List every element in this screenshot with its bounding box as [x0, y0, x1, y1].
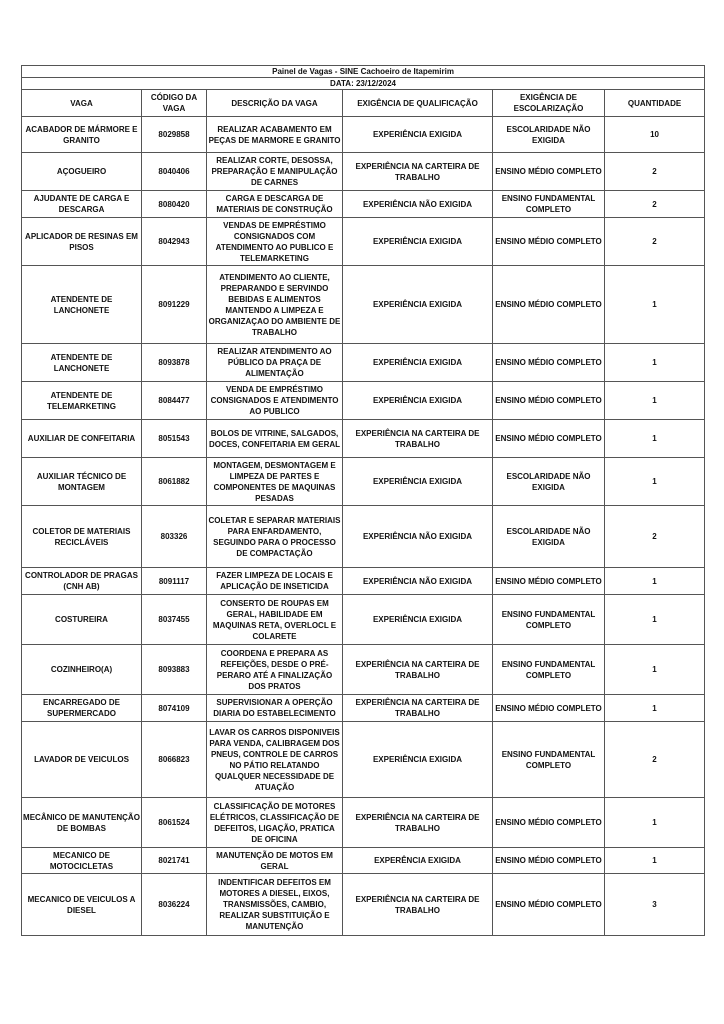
cell-vaga: COSTUREIRA — [22, 595, 142, 645]
cell-qualificacao: EXPERIÊNCIA NA CARTEIRA DE TRABALHO — [343, 874, 493, 936]
table-row — [22, 344, 705, 382]
cell-vaga: AUXILIAR DE CONFEITARIA — [22, 420, 142, 458]
cell-qualificacao: EXPERIÊNCIA NA CARTEIRA DE TRABALHO — [343, 420, 493, 458]
table-row — [22, 191, 705, 218]
cell-descricao: LAVAR OS CARROS DISPONIVEIS PARA VENDA, CALIBRAGEM DOS PNEUS, CONTROLE DE CARROS NO PÁTIO RELATANDO QUALQUER NECESSIDADE DE ATUAÇÃO — [207, 722, 343, 798]
cell-codigo: 8093878 — [142, 344, 207, 382]
cell-quantidade: 1 — [605, 344, 705, 382]
cell-descricao: VENDAS DE EMPRÉSTIMO CONSIGNADOS COM ATENDIMENTO AO PUBLICO E TELEMARKETING — [207, 218, 343, 266]
cell-vaga: ACABADOR DE MÁRMORE E GRANITO — [22, 117, 142, 153]
cell-qualificacao: EXPERIÊNCIA EXIGIDA — [343, 218, 493, 266]
cell-qualificacao: EXPERIÊNCIA EXIGIDA — [343, 458, 493, 506]
cell-vaga: APLICADOR DE RESINAS EM PISOS — [22, 218, 142, 266]
cell-escolarizacao: ENSINO FUNDAMENTAL COMPLETO — [493, 595, 605, 645]
cell-qualificacao: EXPERIÊNCIA EXIGIDA — [343, 595, 493, 645]
cell-quantidade: 1 — [605, 645, 705, 695]
cell-quantidade: 2 — [605, 191, 705, 218]
table-row — [22, 266, 705, 344]
cell-quantidade: 1 — [605, 798, 705, 848]
cell-vaga: ATENDENTE DE LANCHONETE — [22, 344, 142, 382]
cell-codigo: 8074109 — [142, 695, 207, 722]
cell-descricao: COLETAR E SEPARAR MATERIAIS PARA ENFARDAMENTO, SEGUINDO PARA O PROCESSO DE COMPACTAÇÃO — [207, 506, 343, 568]
cell-descricao: FAZER LIMPEZA DE LOCAIS E APLICAÇÃO DE INSETICIDA — [207, 568, 343, 595]
cell-qualificacao: EXPERÊNCIA EXIGIDA — [343, 848, 493, 874]
table-row — [22, 382, 705, 420]
cell-descricao: BOLOS DE VITRINE, SALGADOS, DOCES, CONFEITARIA EM GERAL — [207, 420, 343, 458]
job-vacancies-sheet — [21, 65, 704, 936]
cell-codigo: 8066823 — [142, 722, 207, 798]
cell-codigo: 8051543 — [142, 420, 207, 458]
cell-qualificacao: EXPERIÊNCIA EXIGIDA — [343, 117, 493, 153]
header-descricao: DESCRIÇÃO DA VAGA — [207, 90, 343, 117]
cell-escolarizacao: ENSINO MÉDIO COMPLETO — [493, 266, 605, 344]
cell-quantidade: 1 — [605, 266, 705, 344]
cell-qualificacao: EXPERIÊNCIA NA CARTEIRA DE TRABALHO — [343, 645, 493, 695]
cell-descricao: INDENTIFICAR DEFEITOS EM MOTORES A DIESEL, EIXOS, TRANSMISSÕES, CAMBIO, REALIZAR SUBSTITUIÇÃO E MANUTENÇÃO — [207, 874, 343, 936]
table-row — [22, 645, 705, 695]
cell-codigo: 8021741 — [142, 848, 207, 874]
cell-vaga: LAVADOR DE VEICULOS — [22, 722, 142, 798]
cell-escolarizacao: ESCOLARIDADE NÃO EXIGIDA — [493, 458, 605, 506]
cell-descricao: MANUTENÇÃO DE MOTOS EM GERAL — [207, 848, 343, 874]
cell-quantidade: 1 — [605, 458, 705, 506]
cell-descricao: CONSERTO DE ROUPAS EM GERAL, HABILIDADE EM MAQUINAS RETA, OVERLOCL E COLARETE — [207, 595, 343, 645]
cell-escolarizacao: ENSINO MÉDIO COMPLETO — [493, 874, 605, 936]
cell-vaga: COLETOR DE MATERIAIS RECICLÁVEIS — [22, 506, 142, 568]
cell-escolarizacao: ENSINO MÉDIO COMPLETO — [493, 344, 605, 382]
header-qualificacao: EXIGÊNCIA DE QUALIFICAÇÃO — [343, 90, 493, 117]
cell-vaga: ATENDENTE DE LANCHONETE — [22, 266, 142, 344]
cell-escolarizacao: ENSINO FUNDAMENTAL COMPLETO — [493, 722, 605, 798]
cell-qualificacao: EXPERIÊNCIA NA CARTEIRA DE TRABALHO — [343, 153, 493, 191]
cell-quantidade: 2 — [605, 506, 705, 568]
cell-quantidade: 1 — [605, 420, 705, 458]
table-row — [22, 420, 705, 458]
cell-escolarizacao: ENSINO MÉDIO COMPLETO — [493, 218, 605, 266]
cell-escolarizacao: ENSINO MÉDIO COMPLETO — [493, 798, 605, 848]
cell-quantidade: 2 — [605, 153, 705, 191]
cell-qualificacao: EXPERIÊNCIA EXIGIDA — [343, 722, 493, 798]
cell-codigo: 8084477 — [142, 382, 207, 420]
panel-title: Painel de Vagas - SINE Cachoeiro de Itapemirim — [22, 66, 705, 78]
cell-codigo: 8029858 — [142, 117, 207, 153]
cell-descricao: REALIZAR ACABAMENTO EM PEÇAS DE MARMORE E GRANITO — [207, 117, 343, 153]
cell-vaga: AUXILIAR TÉCNICO DE MONTAGEM — [22, 458, 142, 506]
table-body — [22, 117, 705, 936]
cell-vaga: AÇOGUEIRO — [22, 153, 142, 191]
table-row — [22, 722, 705, 798]
cell-vaga: ATENDENTE DE TELEMARKETING — [22, 382, 142, 420]
cell-qualificacao: EXPERIÊNCIA EXIGIDA — [343, 344, 493, 382]
cell-descricao: SUPERVISIONAR A OPERÇÃO DIARIA DO ESTABELECIMENTO — [207, 695, 343, 722]
cell-descricao: COORDENA E PREPARA AS REFEIÇÕES, DESDE O PRÉ-PERARO ATÉ A FINALIZAÇÃO DOS PRATOS — [207, 645, 343, 695]
cell-escolarizacao: ENSINO MÉDIO COMPLETO — [493, 382, 605, 420]
cell-quantidade: 1 — [605, 568, 705, 595]
cell-descricao: MONTAGEM, DESMONTAGEM E LIMPEZA DE PARTES E COMPONENTES DE MAQUINAS PESADAS — [207, 458, 343, 506]
table-row — [22, 506, 705, 568]
table-row — [22, 798, 705, 848]
table-row — [22, 218, 705, 266]
cell-escolarizacao: ENSINO MÉDIO COMPLETO — [493, 695, 605, 722]
table-row — [22, 153, 705, 191]
cell-qualificacao: EXPERIÊNCIA NÃO EXIGIDA — [343, 191, 493, 218]
cell-codigo: 803326 — [142, 506, 207, 568]
cell-escolarizacao: ENSINO FUNDAMENTAL COMPLETO — [493, 191, 605, 218]
table-row — [22, 568, 705, 595]
cell-quantidade: 1 — [605, 382, 705, 420]
cell-escolarizacao: ENSINO MÉDIO COMPLETO — [493, 848, 605, 874]
cell-codigo: 8061882 — [142, 458, 207, 506]
header-escolarizacao: EXIGÊNCIA DE ESCOLARIZAÇÃO — [493, 90, 605, 117]
cell-escolarizacao: ESCOLARIDADE NÃO EXIGIDA — [493, 506, 605, 568]
table-row — [22, 595, 705, 645]
cell-descricao: VENDA DE EMPRÉSTIMO CONSIGNADOS E ATENDIMENTO AO PUBLICO — [207, 382, 343, 420]
cell-vaga: MECÂNICO DE MANUTENÇÃO DE BOMBAS — [22, 798, 142, 848]
cell-escolarizacao: ENSINO MÉDIO COMPLETO — [493, 420, 605, 458]
table-row — [22, 874, 705, 936]
cell-descricao: ATENDIMENTO AO CLIENTE, PREPARANDO E SERVINDO BEBIDAS E ALIMENTOS MANTENDO A LIMPEZA E ORGANIZAÇAO DO AMBIENTE DE TRABALHO — [207, 266, 343, 344]
job-vacancies-table — [21, 65, 705, 936]
cell-qualificacao: EXPERIÊNCIA EXIGIDA — [343, 266, 493, 344]
cell-quantidade: 1 — [605, 595, 705, 645]
cell-quantidade: 1 — [605, 848, 705, 874]
cell-qualificacao: EXPERIÊNCIA NA CARTEIRA DE TRABALHO — [343, 695, 493, 722]
cell-vaga: CONTROLADOR DE PRAGAS (CNH AB) — [22, 568, 142, 595]
cell-quantidade: 1 — [605, 695, 705, 722]
cell-escolarizacao: ENSINO FUNDAMENTAL COMPLETO — [493, 645, 605, 695]
cell-codigo: 8042943 — [142, 218, 207, 266]
cell-qualificacao: EXPERIÊNCIA NÃO EXIGIDA — [343, 506, 493, 568]
cell-vaga: MECANICO DE VEICULOS A DIESEL — [22, 874, 142, 936]
cell-qualificacao: EXPERIÊNCIA NA CARTEIRA DE TRABALHO — [343, 798, 493, 848]
cell-escolarizacao: ENSINO MÉDIO COMPLETO — [493, 153, 605, 191]
cell-qualificacao: EXPERIÊNCIA NÃO EXIGIDA — [343, 568, 493, 595]
header-quantidade: QUANTIDADE — [605, 90, 705, 117]
table-row — [22, 695, 705, 722]
cell-escolarizacao: ENSINO MÉDIO COMPLETO — [493, 568, 605, 595]
cell-vaga: MECANICO DE MOTOCICLETAS — [22, 848, 142, 874]
header-vaga: VAGA — [22, 90, 142, 117]
cell-codigo: 8040406 — [142, 153, 207, 191]
cell-quantidade: 2 — [605, 722, 705, 798]
cell-quantidade: 10 — [605, 117, 705, 153]
cell-vaga: AJUDANTE DE CARGA E DESCARGA — [22, 191, 142, 218]
cell-codigo: 8037455 — [142, 595, 207, 645]
cell-codigo: 8061524 — [142, 798, 207, 848]
cell-vaga: ENCARREGADO DE SUPERMERCADO — [22, 695, 142, 722]
table-row — [22, 117, 705, 153]
cell-vaga: COZINHEIRO(A) — [22, 645, 142, 695]
cell-qualificacao: EXPERIÊNCIA EXIGIDA — [343, 382, 493, 420]
header-codigo: CÓDIGO DA VAGA — [142, 90, 207, 117]
cell-descricao: CARGA E DESCARGA DE MATERIAIS DE CONSTRUÇÃO — [207, 191, 343, 218]
cell-codigo: 8093883 — [142, 645, 207, 695]
cell-quantidade: 3 — [605, 874, 705, 936]
cell-descricao: REALIZAR CORTE, DESOSSA, PREPARAÇÃO E MANIPULAÇÃO DE CARNES — [207, 153, 343, 191]
table-row — [22, 848, 705, 874]
cell-codigo: 8080420 — [142, 191, 207, 218]
cell-codigo: 8036224 — [142, 874, 207, 936]
cell-quantidade: 2 — [605, 218, 705, 266]
cell-escolarizacao: ESCOLARIDADE NÃO EXIGIDA — [493, 117, 605, 153]
table-row — [22, 458, 705, 506]
cell-descricao: CLASSIFICAÇÃO DE MOTORES ELÉTRICOS, CLASSIFICAÇÃO DE DEFEITOS, LIGAÇÃO, PRATICA DE OFICINA — [207, 798, 343, 848]
cell-descricao: REALIZAR ATENDIMENTO AO PÚBLICO DA PRAÇA DE ALIMENTAÇÃO — [207, 344, 343, 382]
cell-codigo: 8091229 — [142, 266, 207, 344]
cell-codigo: 8091117 — [142, 568, 207, 595]
panel-date: DATA: 23/12/2024 — [22, 78, 705, 90]
